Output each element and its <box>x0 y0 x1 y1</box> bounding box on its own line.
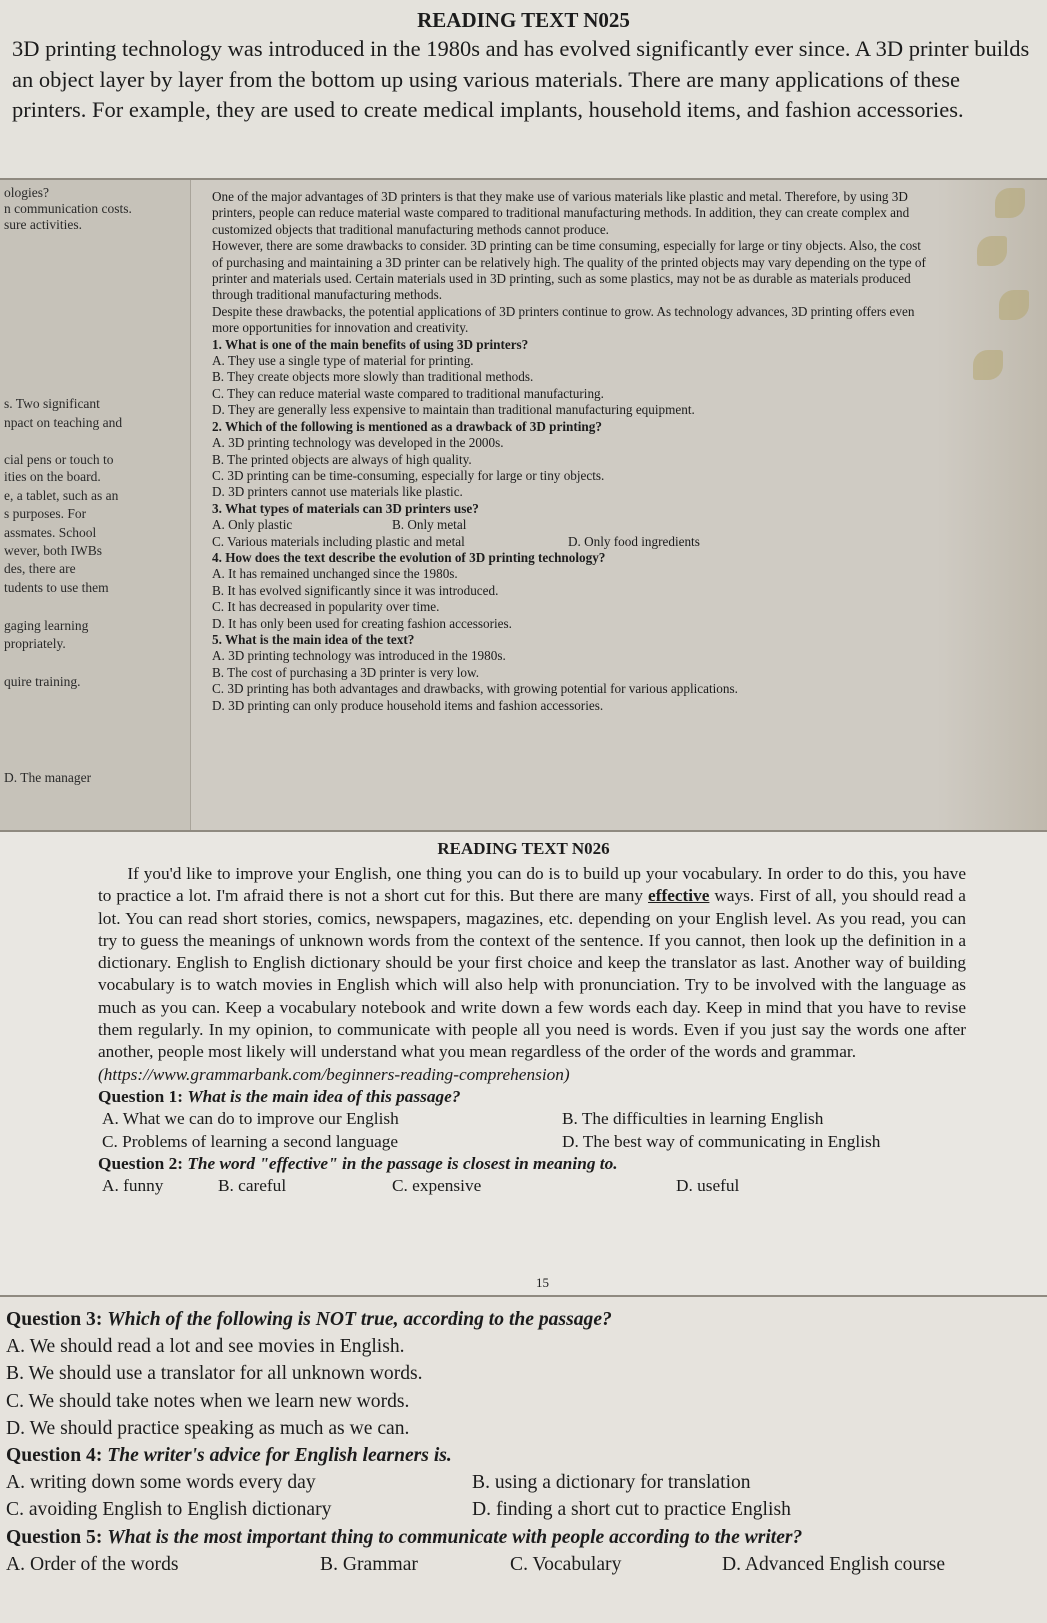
answer-option: C. expensive <box>392 1176 482 1196</box>
answer-option: D. They are generally less expensive to maintain than traditional manufacturing equipment. <box>212 402 695 418</box>
reading-text-26-section <box>0 832 1047 1297</box>
question-2: 2. Which of the following is mentioned as a drawback of 3D printing? <box>212 418 602 434</box>
answer-option: C. They can reduce material waste compared to traditional manufacturing. <box>212 385 604 401</box>
answer-option: D. Advanced English course <box>722 1553 946 1575</box>
answer-option: A. They use a single type of material for printing. <box>212 353 474 369</box>
answer-row <box>6 1496 1026 1523</box>
reading-text-25-paragraph: 3D printing technology was introduced in the 1980s and has evolved significantly ever since. A 3D printer builds an object layer by layer from the bottom up using various materials. There are many applications of these printers. For example, they are used to create medical implants, household items, and fashion accessories. <box>12 36 1030 122</box>
margin-fragment: ities on the board. <box>4 469 101 484</box>
answer-option: D. 3D printers cannot use materials like plastic. <box>212 484 463 500</box>
passage-paragraph: However, there are some drawbacks to consider. 3D printing can be time consuming, especially for large or tiny objects. Also, the cost of purchasing and maintaining a 3D printer can be relatively high. The quality of the printed objects may vary depending on the type of printer and materials used. Certain materials used in 3D printing, such as some plastics, may not be as durable as materials produced through traditional manufacturing methods. <box>212 238 926 303</box>
answer-option: A. Order of the words <box>6 1553 179 1575</box>
answer-option: B. careful <box>218 1176 287 1196</box>
passage-paragraph: Despite these drawbacks, the potential applications of 3D printers continue to grow. As technology advances, 3D printing offers even more opportunities for innovation and creativity. <box>212 303 915 336</box>
previous-page-fragment-column <box>0 180 191 832</box>
source-url: (https://www.grammarbank.com/beginners-reading-comprehension) <box>98 1064 570 1084</box>
answer-option: B. The printed objects are always of high quality. <box>212 451 472 467</box>
answer-option: D. The best way of communicating in English <box>562 1131 881 1151</box>
answer-option: B. using a dictionary for translation <box>472 1472 751 1494</box>
answer-option: D. We should practice speaking as much as we can. <box>6 1417 410 1439</box>
paragraph-part: ways. First of all, you should read a lot. You can read short stories, comics, newspapers, magazines, etc. depending on your English level. As you read, you can try to guess the meanings of unknown words from the context of the sentence. If you cannot, then look up the definition in a dictionary. English to English dictionary should be your first choice and keep the translator as last. Another way of building vocabulary is to watch movies in English which will also help with pronunciation. Try to be involved with the language as much as you can. Keep a vocabulary notebook and write down a few words each day. Keep in mind that you have to revise them regularly. In my opinion, to communicate with people all you need is words. Even if you just say the words one after another, people most likely will understand what you mean regardless of the order of the words and grammar. <box>98 886 966 1062</box>
margin-fragment: D. The manager <box>4 770 92 785</box>
passage-paragraph: One of the major advantages of 3D printers is that they make use of various materials like plastic and metal. Therefore, by using 3D printers, people can reduce material waste compared to traditional manufacturing methods. In addition, they can create complex and customized objects that traditional manufacturing methods cannot produce. <box>212 189 910 237</box>
question-text: The writer's advice for English learners is. <box>107 1445 452 1467</box>
passage-3d-printing <box>212 189 932 714</box>
question-1: 1. What is one of the main benefits of using 3D printers? <box>212 336 529 352</box>
margin-fragment: gaging learning <box>4 618 89 633</box>
question-label: Question 1: <box>98 1086 183 1106</box>
reading-text-26-title: READING TEXT N026 <box>437 839 610 858</box>
margin-fragment: sure activities. <box>4 217 82 232</box>
questions-continued <box>6 1306 1026 1578</box>
answer-option: D. useful <box>676 1176 740 1196</box>
decorative-leaf-border <box>937 180 1047 832</box>
answer-option: C. Various materials including plastic and metal <box>212 533 465 549</box>
reading-text-25-title: READING TEXT N025 <box>417 8 630 32</box>
answer-option: A. funny <box>102 1176 164 1196</box>
answer-option: A. 3D printing technology was developed in the 2000s. <box>212 435 504 451</box>
leaf-icon <box>999 290 1029 320</box>
answer-row <box>212 534 932 550</box>
answer-option: D. Only food ingredients <box>568 533 700 549</box>
margin-fragment: quire training. <box>4 674 81 689</box>
margin-fragment: des, there are <box>4 561 76 576</box>
answer-option: D. It has only been used for creating fashion accessories. <box>212 615 512 631</box>
answer-option: C. We should take notes when we learn new words. <box>6 1390 410 1412</box>
margin-fragment: s. Two significant <box>4 396 100 411</box>
question-text: The word "effective" in the passage is closest in meaning to. <box>187 1153 618 1173</box>
question-2 <box>98 1153 966 1175</box>
margin-fragment: cial pens or touch to <box>4 452 114 467</box>
question-4: 4. How does the text describe the evolution of 3D printing technology? <box>212 549 606 565</box>
question-3 <box>6 1306 1026 1333</box>
answer-option: B. Only metal <box>392 517 467 533</box>
question-5: 5. What is the main idea of the text? <box>212 631 415 647</box>
paragraph-part: If you'd like to improve your English, one thing you can do is to build up your vocabulary. In order to do this, you have to practice a lot. I'm afraid there is not a short cut for this. But there are many <box>98 864 966 906</box>
question-3: 3. What types of materials can 3D printers use? <box>212 500 479 516</box>
questions-continued-section <box>0 1297 1047 1623</box>
margin-fragment: propriately. <box>4 636 66 651</box>
answer-option: C. 3D printing has both advantages and drawbacks, with growing potential for various applications. <box>212 681 738 697</box>
margin-fragment: tudents to use them <box>4 580 109 595</box>
leaf-icon <box>995 188 1025 218</box>
margin-fragment: ologies? <box>4 185 49 200</box>
answer-option: C. Problems of learning a second language <box>102 1131 399 1151</box>
margin-fragment: wever, both IWBs <box>4 543 103 558</box>
question-4 <box>6 1442 1026 1469</box>
answer-option: A. What we can do to improve our English <box>102 1109 399 1129</box>
reading-text-25-section <box>0 0 1047 180</box>
reading-text-26-paragraph <box>98 863 966 1064</box>
answer-option: A. We should read a lot and see movies in English. <box>6 1336 405 1358</box>
answer-option: D. 3D printing can only produce household items and fashion accessories. <box>212 697 604 713</box>
reading-text-26-body <box>98 863 966 1197</box>
answer-option: D. finding a short cut to practice English <box>472 1499 791 1521</box>
page-number: 15 <box>536 1275 549 1290</box>
answer-row <box>98 1175 966 1197</box>
answer-option: C. It has decreased in popularity over time. <box>212 599 440 615</box>
answer-option: C. avoiding English to English dictionary <box>6 1499 332 1521</box>
margin-fragment: s purposes. For <box>4 506 87 521</box>
answer-option: B. The difficulties in learning English <box>562 1109 824 1129</box>
margin-fragment: assmates. School <box>4 525 97 540</box>
question-text: What is the most important thing to communicate with people according to the writer? <box>107 1526 803 1548</box>
answer-option: B. We should use a translator for all unknown words. <box>6 1363 423 1385</box>
question-text: What is the main idea of this passage? <box>187 1086 461 1106</box>
question-5 <box>6 1524 1026 1551</box>
answer-row <box>6 1469 1026 1496</box>
answer-option: B. They create objects more slowly than traditional methods. <box>212 369 534 385</box>
question-label: Question 3: <box>6 1309 103 1330</box>
answer-option: A. 3D printing technology was introduced in the 1980s. <box>212 648 506 664</box>
margin-fragment: e, a tablet, such as an <box>4 488 119 503</box>
answer-option: B. It has evolved significantly since it was introduced. <box>212 582 499 598</box>
answer-row <box>6 1551 1026 1578</box>
margin-fragment: npact on teaching and <box>4 415 123 430</box>
answer-option: B. The cost of purchasing a 3D printer is very low. <box>212 664 479 680</box>
margin-fragment: n communication costs. <box>4 201 132 216</box>
answer-row <box>98 1108 966 1130</box>
passage-3d-printing-section <box>0 180 1047 832</box>
answer-option: A. writing down some words every day <box>6 1472 316 1494</box>
keyword-effective: effective <box>648 886 710 906</box>
leaf-icon <box>977 236 1007 266</box>
answer-row <box>212 517 932 533</box>
question-text: Which of the following is NOT true, according to the passage? <box>107 1309 612 1330</box>
answer-row <box>98 1131 966 1153</box>
question-label: Question 4: <box>6 1445 103 1467</box>
question-label: Question 2: <box>98 1153 183 1173</box>
answer-option: B. Grammar <box>320 1553 418 1575</box>
question-1 <box>98 1086 966 1108</box>
leaf-icon <box>973 350 1003 380</box>
answer-option: C. Vocabulary <box>510 1553 622 1575</box>
answer-option: C. 3D printing can be time-consuming, especially for large or tiny objects. <box>212 467 605 483</box>
question-label: Question 5: <box>6 1526 103 1548</box>
answer-option: A. Only plastic <box>212 517 293 533</box>
answer-option: A. It has remained unchanged since the 1980s. <box>212 566 458 582</box>
